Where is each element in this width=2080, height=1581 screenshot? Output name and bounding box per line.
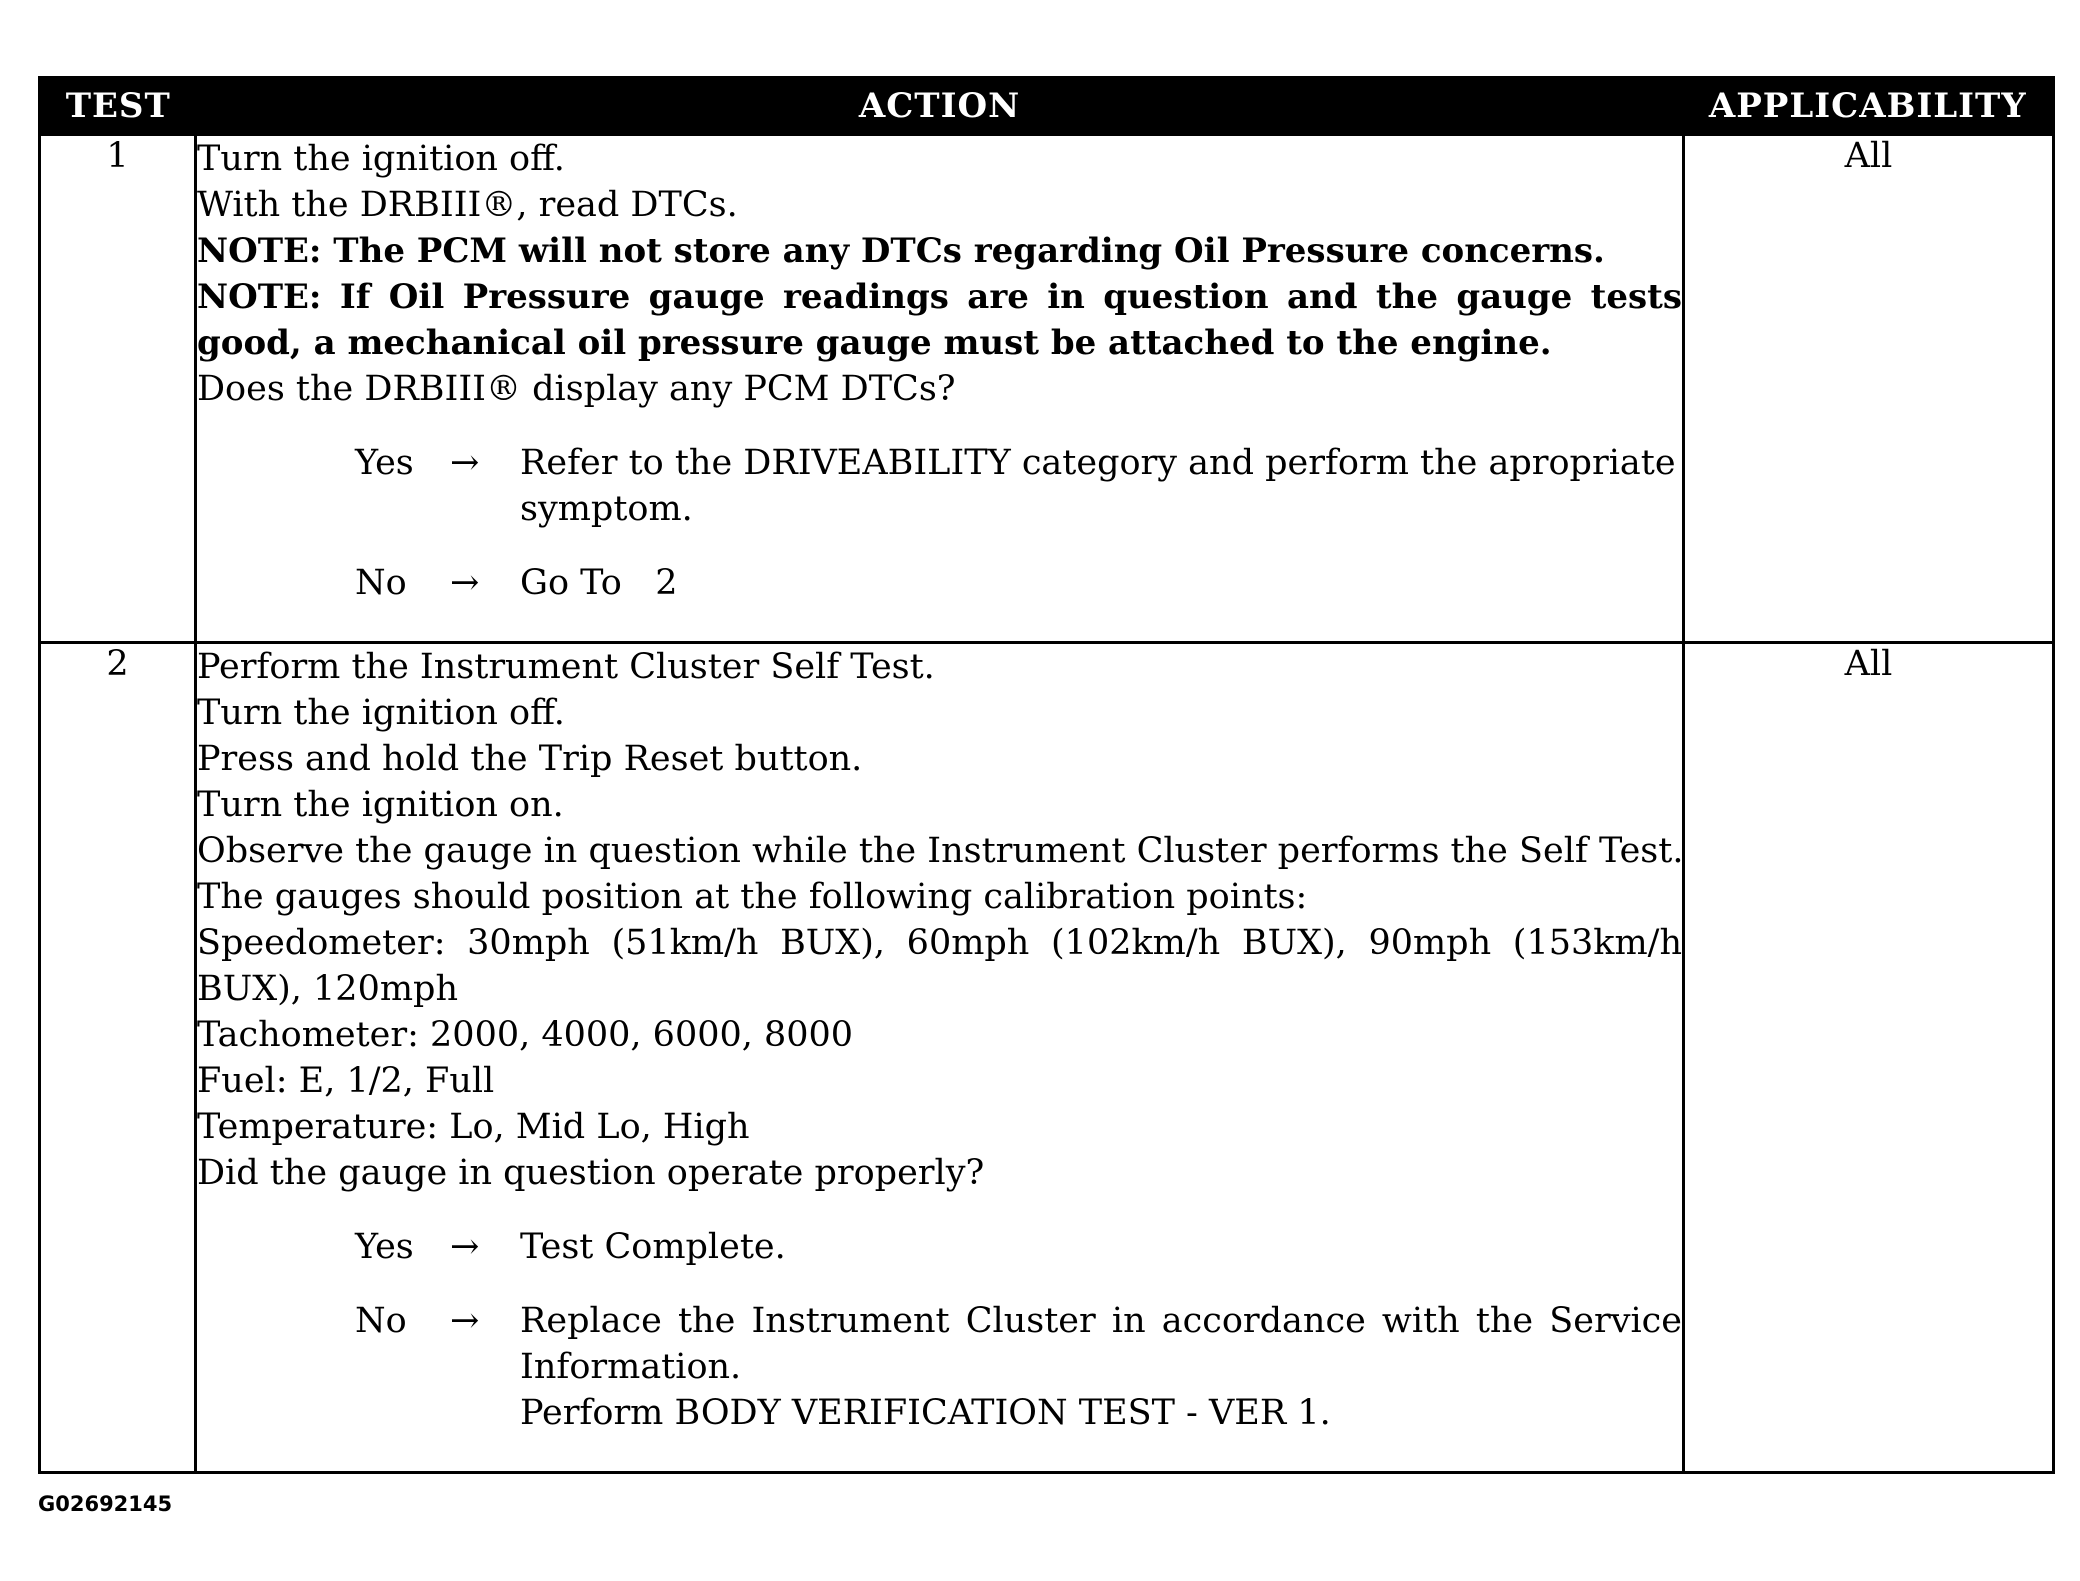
note-line: NOTE: The PCM will not store any DTCs regarding Oil Pressure concerns. — [197, 231, 1605, 271]
action-line: With the DRBIII®, read DTCs. — [197, 185, 738, 225]
note-line: NOTE: If Oil Pressure gauge readings are in question and the gauge tests good, a mechanical oil pressure gauge must be attached to the engine. — [197, 277, 1682, 363]
action-line: Turn the ignition off. — [197, 139, 565, 179]
figure-id: G02692145 — [38, 1492, 173, 1516]
header-test: TEST — [40, 78, 196, 135]
arrow-icon: → — [450, 1301, 480, 1341]
result-text — [520, 1224, 1682, 1270]
action-line: Temperature: Lo, Mid Lo, High — [197, 1107, 750, 1147]
result-text — [520, 440, 1682, 532]
header-applicability: APPLICABILITY — [1684, 78, 2054, 135]
arrow-icon: → — [450, 443, 480, 483]
answer-label: Yes — [355, 443, 414, 483]
action-line: The gauges should position at the following calibration points: — [197, 877, 1308, 917]
answer-label: No — [355, 563, 407, 603]
result-line: Perform BODY VERIFICATION TEST - VER 1. — [520, 1393, 1331, 1433]
test-number: 2 — [40, 643, 196, 1473]
result-line: Information. — [520, 1347, 742, 1387]
action-line: Fuel: E, 1/2, Full — [197, 1061, 495, 1101]
answer-label: No — [355, 1301, 407, 1341]
arrow-icon: → — [450, 1227, 480, 1267]
header-action: ACTION — [196, 78, 1684, 135]
table-row — [40, 643, 2054, 1473]
action-line: Press and hold the Trip Reset button. — [197, 739, 863, 779]
table-row — [40, 135, 2054, 643]
action-line: Speedometer: 30mph (51km/h BUX), 60mph (102km/h BUX), 90mph (153km/h BUX), 120mph — [197, 923, 1682, 1009]
test-number: 1 — [40, 135, 196, 643]
question-line: Does the DRBIII® display any PCM DTCs? — [197, 369, 956, 409]
result-yes — [197, 440, 1682, 532]
action-cell — [196, 643, 1684, 1473]
result-line: Refer to the DRIVEABILITY category and perform the apropriate — [520, 443, 1676, 483]
result-no — [197, 560, 1682, 606]
table-header-row — [40, 78, 2054, 135]
result-line: Go To 2 — [520, 563, 678, 603]
answer-label: Yes — [355, 1227, 414, 1267]
result-line: Replace the Instrument Cluster in accordance with the Service — [520, 1301, 1682, 1341]
applicability-value: All — [1684, 643, 2054, 1473]
result-yes — [197, 1224, 1682, 1270]
action-line: Observe the gauge in question while the Instrument Cluster performs the Self Test. — [197, 831, 1684, 871]
arrow-icon: → — [450, 563, 480, 603]
action-cell — [196, 135, 1684, 643]
result-no — [197, 1298, 1682, 1436]
diagnostic-test-table — [38, 76, 2055, 1474]
result-line: symptom. — [520, 489, 693, 529]
action-line: Turn the ignition off. — [197, 693, 565, 733]
result-text — [520, 560, 1682, 606]
result-line: Test Complete. — [520, 1227, 786, 1267]
action-line: Turn the ignition on. — [197, 785, 564, 825]
applicability-value: All — [1684, 135, 2054, 643]
action-line: Perform the Instrument Cluster Self Test. — [197, 647, 935, 687]
result-text — [520, 1298, 1682, 1436]
question-line: Did the gauge in question operate properly? — [197, 1153, 985, 1193]
action-line: Tachometer: 2000, 4000, 6000, 8000 — [197, 1015, 854, 1055]
